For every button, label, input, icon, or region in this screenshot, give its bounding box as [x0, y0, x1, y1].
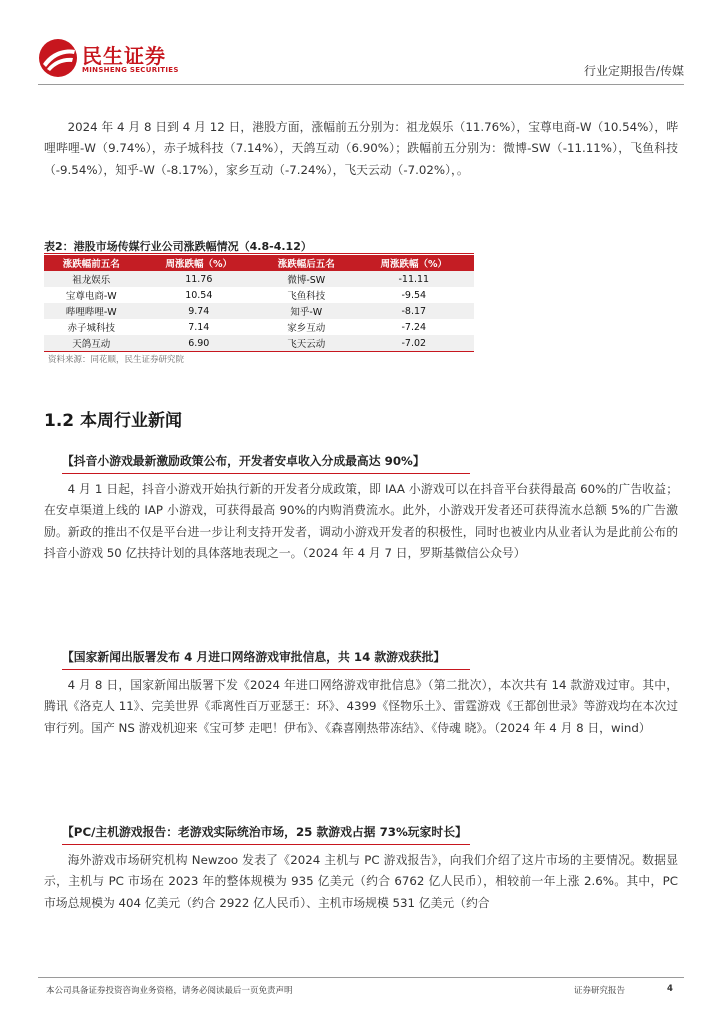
- table-cell: 祖龙娱乐: [44, 271, 139, 287]
- table-row: [44, 319, 474, 335]
- minsheng-logo-icon: [38, 38, 78, 78]
- news-body-text: 4 月 8 日，国家新闻出版署下发《2024 年进口网络游戏审批信息》（第二批次），本次共有 14 款游戏过审。其中，腾讯《洛克人 11》、完美世界《乖离性百万亚瑟王：环》、4399《怪物乐土》、雷霆游戏《王都创世录》等游戏均在本次过审行列。国产 NS 游戏机迎来《宝可梦 走吧！伊布》、《森喜刚热带冻结》、《侍魂 晓》。（2024 年 4 月 8 日，wind）: [44, 678, 678, 735]
- table-cell: 知乎-W: [259, 303, 354, 319]
- table-cell: -7.24: [354, 319, 474, 335]
- table-cell: 10.54: [139, 287, 259, 303]
- table-cell: 飞天云动: [259, 335, 354, 352]
- table-header-row: [44, 255, 474, 271]
- company-logo: [38, 38, 178, 80]
- intro-paragraph: [44, 117, 678, 181]
- page-header: [0, 0, 724, 92]
- table-cell: 天鸽互动: [44, 335, 139, 352]
- table-cell: -11.11: [354, 271, 474, 287]
- news-body-text: 海外游戏市场研究机构 Newzoo 发表了《2024 主机与 PC 游戏报告》，向我们介绍了这片市场的主要情况。数据显示，主机与 PC 市场在 2023 年的整体规模为 935 亿美元（约合 6762 亿人民币），相较前一年上涨 2.6%。其中，PC 市场总规模为 404 亿美元（约合 2922 亿人民币）、主机市场规模 531 亿美元（约合: [44, 853, 678, 910]
- table-cell: -7.02: [354, 335, 474, 352]
- intro-text: 2024 年 4 月 8 日到 4 月 12 日，港股方面，涨幅前五分别为：祖龙娱乐（11.76%），宝尊电商-W（10.54%），哔哩哔哩-W（9.74%），赤子城科技（7.14%），天鸽互动（6.90%）；跌幅前五分别为：微博-SW（-11.11%），飞鱼科技（-9.54%），知乎-W（-8.17%），家乡互动（-7.24%），飞天云动（-7.02%），。: [44, 120, 678, 177]
- table-row: [44, 335, 474, 352]
- table-row: [44, 271, 474, 287]
- header-divider: [38, 84, 684, 85]
- table-header-cell: 周涨跌幅（%）: [354, 255, 474, 271]
- news-title-divider: [62, 669, 470, 670]
- footer-doc-type: 证券研究报告: [574, 986, 626, 996]
- table-title: 表2：港股市场传媒行业公司涨跌幅情况（4.8-4.12）: [44, 240, 312, 253]
- logo-english-name: MINSHENG SECURITIES: [82, 66, 179, 74]
- table-cell: 7.14: [139, 319, 259, 335]
- news-title-newzoo: 【PC/主机游戏报告：老游戏实际统治市场，25 款游戏占据 73%玩家时长】: [62, 825, 467, 839]
- table-cell: 飞鱼科技: [259, 287, 354, 303]
- hk-media-change-table: [44, 255, 474, 352]
- table-cell: -9.54: [354, 287, 474, 303]
- table-source-note: 资料来源：同花顺，民生证券研究院: [48, 355, 185, 365]
- news-body-text: 4 月 1 日起，抖音小游戏开始执行新的开发者分成政策，即 IAA 小游戏可以在抖音平台获得最高 60%的广告收益；在安卓渠道上线的 IAP 小游戏，可获得最高 90%的内购消费流水。此外，小游戏开发者还可获得流水总额 5%的广告激励。新政的推出不仅是平台进一步让利支持开发者，调动小游戏开发者的积极性，同时也被业内从业者认为是此前公布的抖音小游戏 50 亿扶持计划的具体落地表现之一。（2024 年 4 月 7 日，罗斯基微信公众号）: [44, 482, 678, 561]
- table-cell: 家乡互动: [259, 319, 354, 335]
- logo-chinese-name: 民生证券: [82, 44, 166, 68]
- table-header-cell: 周涨跌幅（%）: [139, 255, 259, 271]
- table-header-cell: 涨跌幅前五名: [44, 255, 139, 271]
- news-title-divider: [62, 473, 470, 474]
- footer-disclaimer: 本公司具备证券投资咨询业务资格，请务必阅读最后一页免责声明: [46, 986, 293, 996]
- news-title-douyin: 【抖音小游戏最新激励政策公布，开发者安卓收入分成最高达 90%】: [62, 454, 425, 468]
- section-heading: 1.2 本周行业新闻: [44, 411, 183, 431]
- table-cell: -8.17: [354, 303, 474, 319]
- table-cell: 赤子城科技: [44, 319, 139, 335]
- table-row: [44, 287, 474, 303]
- news-title-divider: [62, 844, 470, 845]
- table-header-cell: 涨跌幅后五名: [259, 255, 354, 271]
- page-number: 4: [667, 984, 673, 994]
- table-title-divider: [44, 253, 474, 254]
- report-type: 行业定期报告/传媒: [583, 64, 684, 78]
- table-cell: 哔哩哔哩-W: [44, 303, 139, 319]
- footer-divider: [38, 977, 684, 978]
- table-row: [44, 303, 474, 319]
- news-body-nppa: [44, 675, 678, 739]
- news-body-douyin: [44, 479, 678, 565]
- table-cell: 11.76: [139, 271, 259, 287]
- news-body-newzoo: [44, 850, 678, 914]
- news-title-nppa: 【国家新闻出版署发布 4 月进口网络游戏审批信息，共 14 款游戏获批】: [62, 650, 446, 664]
- table-cell: 微博-SW: [259, 271, 354, 287]
- table-cell: 6.90: [139, 335, 259, 352]
- table-cell: 宝尊电商-W: [44, 287, 139, 303]
- table-cell: 9.74: [139, 303, 259, 319]
